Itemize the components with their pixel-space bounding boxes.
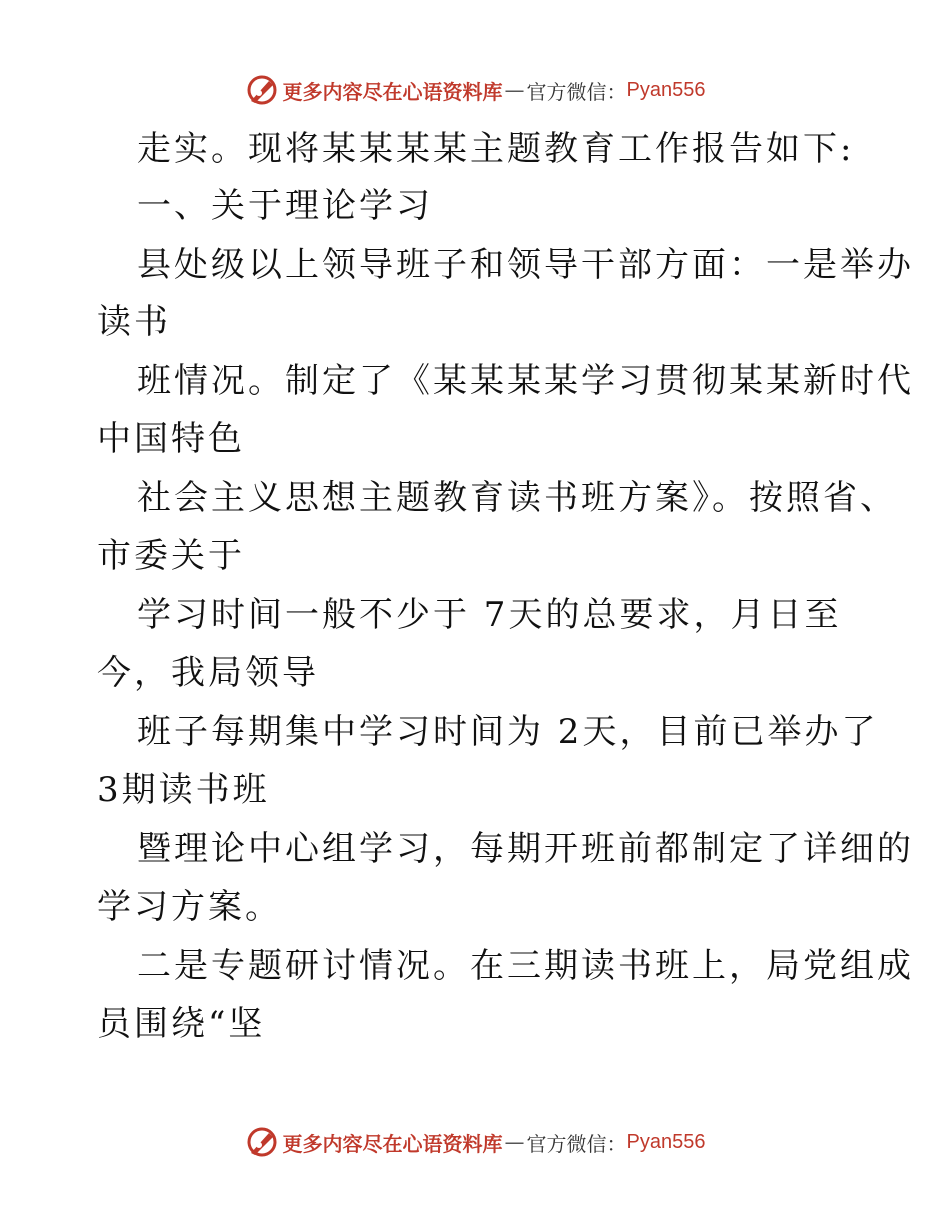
watermark-dash: —	[504, 78, 525, 102]
watermark-main-text: 更多内容尽在心语资料库	[282, 1131, 503, 1156]
body-line: 社会主义思想主题教育读书班方案》。按照省、	[137, 478, 897, 518]
body-line: 县处级以上领导班子和领导干部方面：一是举办	[137, 245, 914, 285]
body-line: 读书	[97, 302, 171, 342]
body-line: 班子每期集中学习时间为 2天，目前已举办了	[137, 712, 879, 752]
body-line: 学习方案。	[97, 887, 282, 927]
body-line: 走实。现将某某某某主题教育工作报告如下:	[137, 129, 855, 169]
section-heading: 一、关于理论学习	[137, 186, 433, 226]
body-line: 员围绕“坚	[97, 1004, 266, 1044]
body-line: 今，我局领导	[97, 653, 319, 693]
body-line: 学习时间一般不少于 7天的总要求，月日至	[137, 595, 842, 635]
pen-seal-icon	[245, 1125, 279, 1159]
body-line: 二是专题研讨情况。在三期读书班上，局党组成	[137, 946, 914, 986]
body-line: 暨理论中心组学习，每期开班前都制定了详细的	[137, 829, 914, 869]
watermark-wechat-id: Pyan556	[626, 78, 706, 101]
footer-watermark	[0, 1125, 950, 1159]
body-line: 3期读书班	[97, 770, 270, 810]
body-line: 中国特色	[97, 419, 245, 459]
watermark-dash: —	[504, 1130, 525, 1154]
body-line: 市委关于	[97, 536, 245, 576]
watermark-wechat-label: 官方微信：	[526, 79, 627, 104]
body-line: 班情况。制定了《某某某某学习贯彻某某新时代	[137, 361, 914, 401]
watermark-main-text: 更多内容尽在心语资料库	[282, 79, 503, 104]
watermark-wechat-id: Pyan556	[626, 1130, 706, 1153]
watermark-wechat-label: 官方微信：	[526, 1131, 627, 1156]
